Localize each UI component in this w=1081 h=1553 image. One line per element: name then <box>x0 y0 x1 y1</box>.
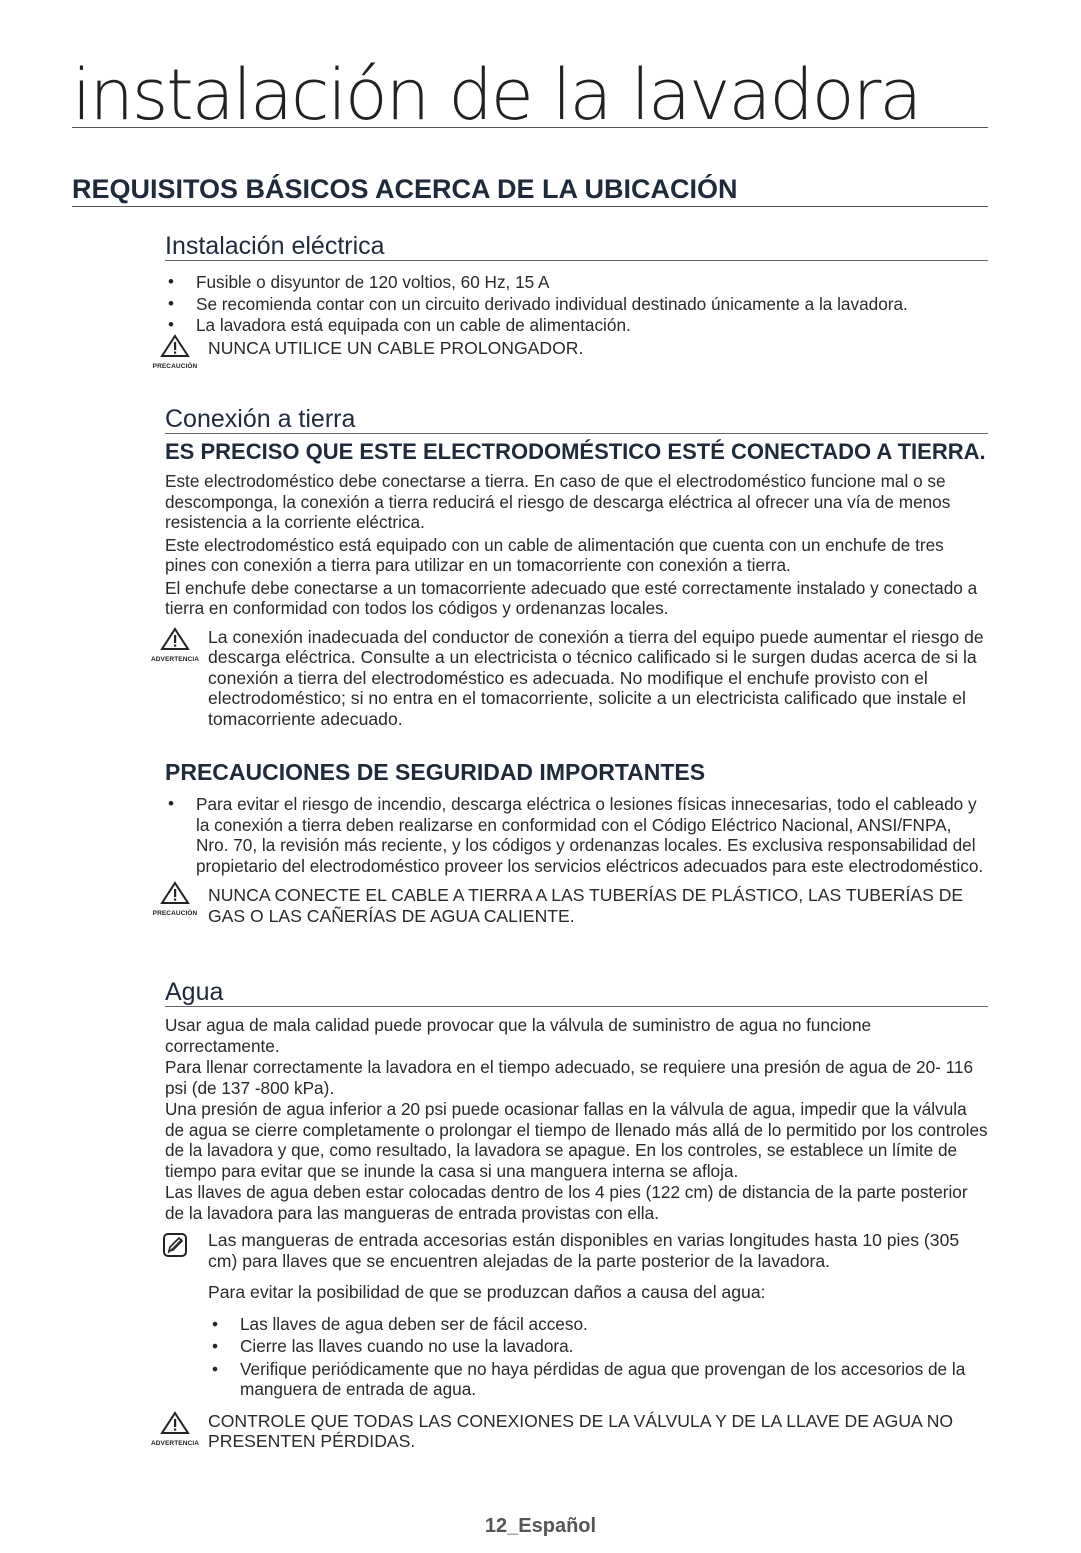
warning-text: CONTROLE QUE TODAS LAS CONEXIONES DE LA VÁLVULA Y DE LA LLAVE DE AGUA NO PRESENTEN PÉRDIDAS. <box>208 1410 954 1451</box>
grounding-warning-caps: ES PRECISO QUE ESTE ELECTRODOMÉSTICO ESTÉ CONECTADO A TIERRA. <box>165 439 986 464</box>
warning-label: ADVERTENCIA <box>150 655 200 663</box>
caution-notice <box>152 337 988 370</box>
paragraph: Una presión de agua inferior a 20 psi puede ocasionar fallas en la válvula de agua, impedir que la válvula de agua se cierre completamente o prolongar el tiempo de llenado más allá de lo permitido por los controles de la lavadora y que, como resultado, la lavadora se apague. En los controles, se establece un límite de tiempo para evitar que se inunde la casa si una manguera interna se afloja. <box>165 1099 988 1181</box>
water-section <box>150 978 988 1452</box>
warning-triangle-icon <box>160 1411 190 1435</box>
note-symbol <box>143 1232 207 1258</box>
water-heading: Agua <box>165 978 988 1007</box>
note-pencil-icon <box>162 1232 188 1258</box>
paragraph: Usar agua de mala calidad puede provocar que la válvula de suministro de agua no funcione correctamente. <box>165 1015 872 1056</box>
warning-symbol <box>143 627 207 671</box>
page-footer: 12_Español <box>484 1515 597 1537</box>
note-block <box>165 1230 988 1303</box>
caution-label: PRECAUCIÓN <box>152 362 198 370</box>
page-title: instalación de la lavadora <box>72 60 988 128</box>
warning-notice <box>150 626 988 730</box>
caution-symbol <box>143 334 207 378</box>
list-item: • Fusible o disyuntor de 120 voltios, 60 Hz, 15 A <box>165 272 988 293</box>
list-item: • Verifique periódicamente que no haya pérdidas de agua que provengan de los accesorios de la manguera de entrada de agua. <box>209 1359 988 1400</box>
note-text: Las mangueras de entrada accesorias están disponibles en varias longitudes hasta 10 pies (305 cm) para llaves que se encuentren alejadas de la parte posterior de la lavadora. <box>208 1230 960 1271</box>
electrical-section <box>152 232 988 370</box>
paragraph: El enchufe debe conectarse a un tomacorriente adecuado que esté correctamente instalado y conectado a tierra en conformidad con todos los códigos y ordenanzas locales. <box>165 577 978 618</box>
list-item: • Se recomienda contar con un circuito derivado individual destinado únicamente a la lavadora. <box>165 294 988 315</box>
warning-notice <box>150 1410 988 1452</box>
list-item: • Para evitar el riesgo de incendio, descarga eléctrica o lesiones físicas innecesarias, todo el cableado y la conexión a tierra deben realizarse en conformidad con el Código Eléctrico Nacional, ANSI/FNPA, Nro. 70, la revisión más reciente, y los códigos y ordenanzas locales. Es exclusiva responsabilidad del propietario del electrodoméstico proveer los servicios eléctricos adecuados para este electrodoméstico. <box>165 794 988 876</box>
safety-heading: PRECAUCIONES DE SEGURIDAD IMPORTANTES <box>165 759 706 785</box>
caution-notice <box>152 885 988 926</box>
paragraph: Este electrodoméstico está equipado con un cable de alimentación que cuenta con un enchufe de tres pines con conexión a tierra para utilizar en un tomacorriente con conexión a tierra. <box>165 534 944 575</box>
warning-triangle-icon <box>160 627 190 651</box>
warning-symbol <box>143 1411 207 1455</box>
grounding-section <box>150 405 988 729</box>
list-item: • Las llaves de agua deben ser de fácil acceso. <box>209 1314 988 1335</box>
warning-text: La conexión inadecuada del conductor de conexión a tierra del equipo puede aumentar el riesgo de descarga eléctrica. Consulte a un electricista o técnico calificado si le surgen dudas acerca de si la conexión a tierra del electrodoméstico es adecuada. No modifique el enchufe provisto con el electrodoméstico; si no entra en el tomacorriente, solicite a un electricista calificado que instale el tomacorriente adecuado. <box>208 626 984 729</box>
warning-triangle-icon <box>160 334 190 358</box>
electrical-heading: Instalación eléctrica <box>165 232 988 261</box>
warning-triangle-icon <box>160 881 190 905</box>
list-item: • Cierre las llaves cuando no use la lavadora. <box>209 1336 988 1357</box>
note-intro: Para evitar la posibilidad de que se produzcan daños a causa del agua: <box>208 1282 766 1302</box>
caution-label: PRECAUCIÓN <box>152 910 198 917</box>
caution-text: NUNCA CONECTE EL CABLE A TIERRA A LAS TUBERÍAS DE PLÁSTICO, LAS TUBERÍAS DE GAS O LAS CAÑERÍAS DE AGUA CALIENTE. <box>208 885 964 926</box>
list-item: • La lavadora está equipada con un cable de alimentación. <box>165 315 988 336</box>
safety-section <box>152 758 988 926</box>
grounding-heading: Conexión a tierra <box>165 405 988 434</box>
warning-label: ADVERTENCIA <box>150 1439 200 1447</box>
paragraph: Las llaves de agua deben estar colocadas dentro de los 4 pies (122 cm) de distancia de la parte posterior de la lavadora para las mangueras de entrada provistas con ella. <box>165 1182 968 1223</box>
electrical-list <box>165 272 988 336</box>
caution-text: NUNCA UTILICE UN CABLE PROLONGADOR. <box>208 337 584 358</box>
caution-symbol <box>143 881 207 925</box>
section-title: REQUISITOS BÁSICOS ACERCA DE LA UBICACIÓN <box>72 174 988 207</box>
paragraph: Este electrodoméstico debe conectarse a tierra. En caso de que el electrodoméstico funcione mal o se descomponga, la conexión a tierra reducirá el riesgo de descarga eléctrica al ofrecer una vía de menos resistencia a la corriente eléctrica. <box>165 471 951 532</box>
paragraph: Para llenar correctamente la lavadora en el tiempo adecuado, se requiere una presión de agua de 20- 116 psi (de 137 -800 kPa). <box>165 1057 974 1098</box>
note-list <box>209 1314 988 1400</box>
safety-list <box>165 794 988 876</box>
